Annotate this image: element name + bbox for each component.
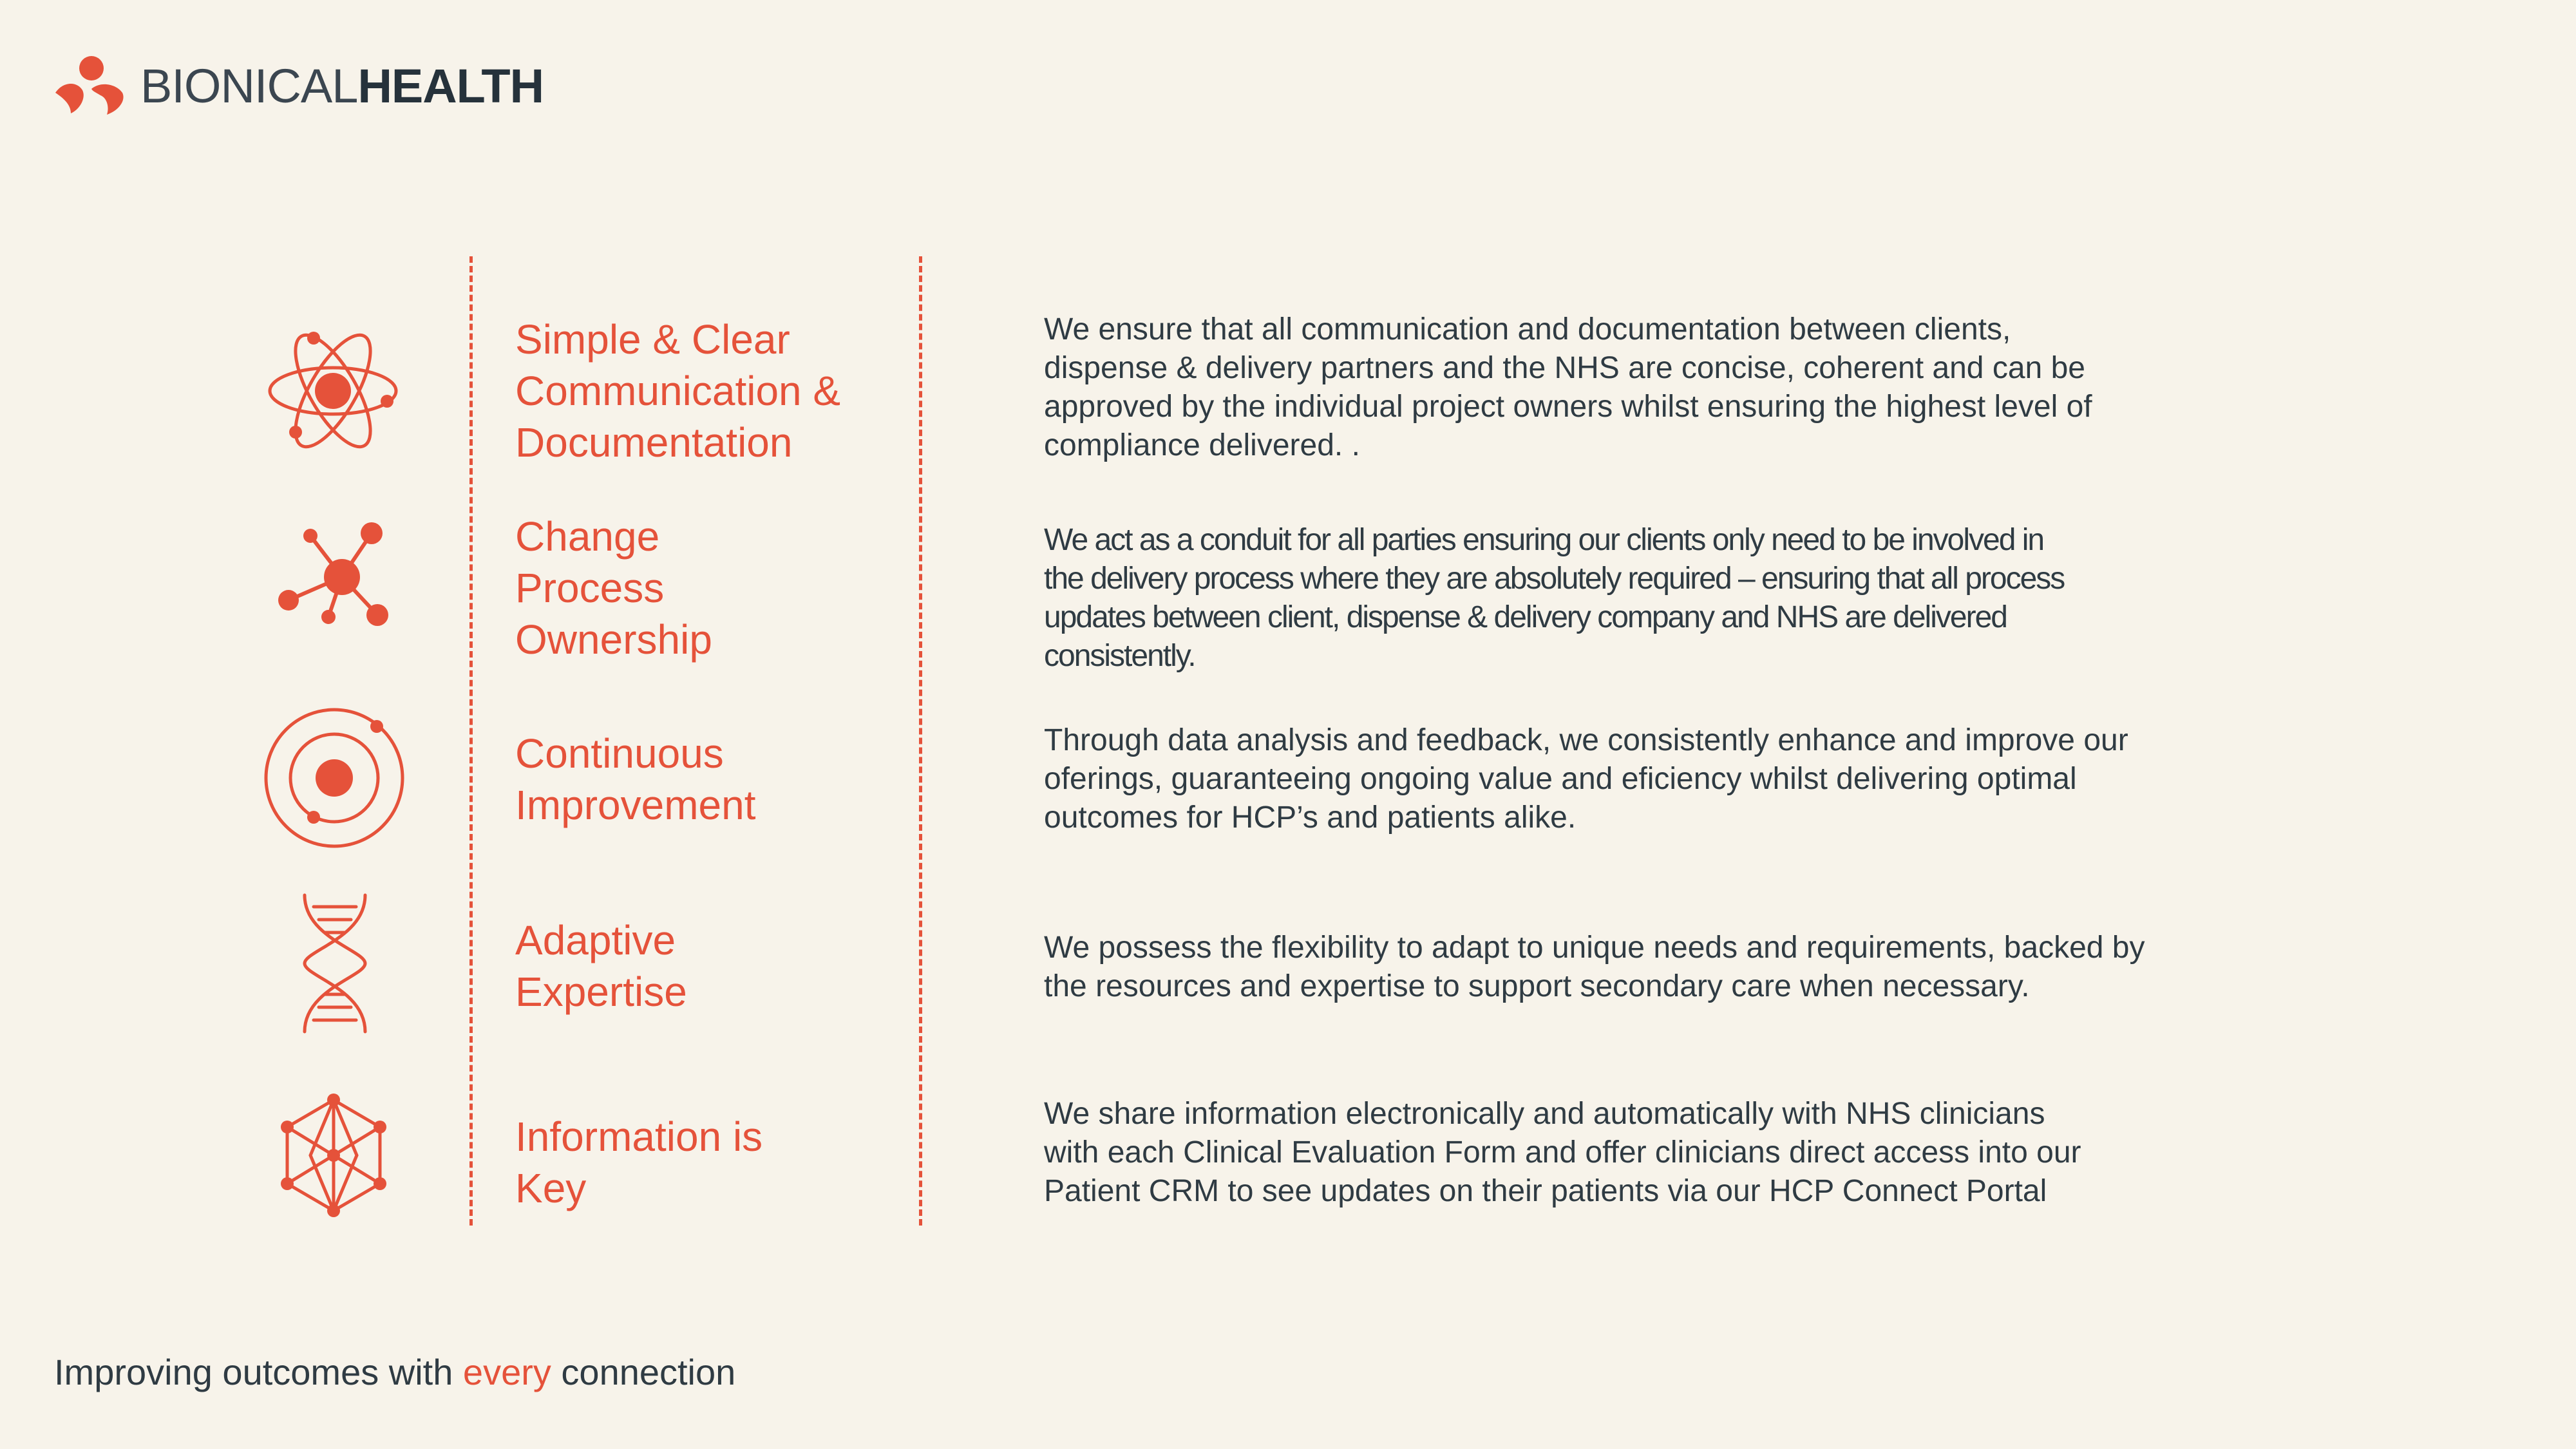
row-description: We act as a conduit for all parties ensuring our clients only need to be involved in the delivery process where they are absolutely required – ensuring that all process updates between client, dispense & delivery company and NHS are delivered consistently.: [1044, 523, 2065, 673]
tagline-accent: every: [462, 1352, 551, 1392]
row-title: Change Process Ownership: [515, 513, 712, 663]
atom-icon: [267, 319, 399, 464]
row-title: Adaptive Expertise: [515, 917, 687, 1015]
tagline: [54, 1351, 735, 1393]
bionical-logo-icon: [52, 53, 129, 120]
dna-icon: [299, 893, 370, 1034]
brand-wordmark: [140, 59, 544, 113]
tagline-before: Improving outcomes with: [54, 1352, 463, 1392]
divider-left: [469, 256, 473, 1226]
row-title: Simple & Clear Communication & Documentation: [515, 316, 841, 466]
row-description: We possess the flexibility to adapt to unique needs and requirements, backed by the resources and expertise to support secondary care when necessary.: [1044, 931, 2145, 1003]
brand-logo: [52, 53, 544, 120]
target-orbit-icon: [262, 706, 407, 851]
row-description: We ensure that all communication and documentation between clients, dispense & delivery partners and the NHS are concise, coherent and can be approved by the individual project owners whilst ensuring the highest level of compliance delivered. .: [1044, 312, 2092, 462]
brand-name-bold: HEALTH: [357, 59, 544, 113]
tagline-after: connection: [551, 1352, 736, 1392]
brand-name-light: BIONICAL: [140, 59, 358, 113]
hexagon-network-icon: [276, 1094, 392, 1219]
network-node-icon: [276, 520, 392, 630]
divider-right: [919, 256, 922, 1226]
row-description: We share information electronically and automatically with NHS clinicians with each Clinical Evaluation Form and offer clinicians direct access into our Patient CRM to see updates on their patients via our HCP Connect Portal: [1044, 1097, 2081, 1208]
row-description: Through data analysis and feedback, we consistently enhance and improve our oferings, guaranteeing ongoing value and eficiency whilst delivering optimal outcomes for HCP’s and patients alike.: [1044, 723, 2128, 835]
row-title: Information is Key: [515, 1113, 763, 1211]
row-title: Continuous Improvement: [515, 730, 756, 828]
